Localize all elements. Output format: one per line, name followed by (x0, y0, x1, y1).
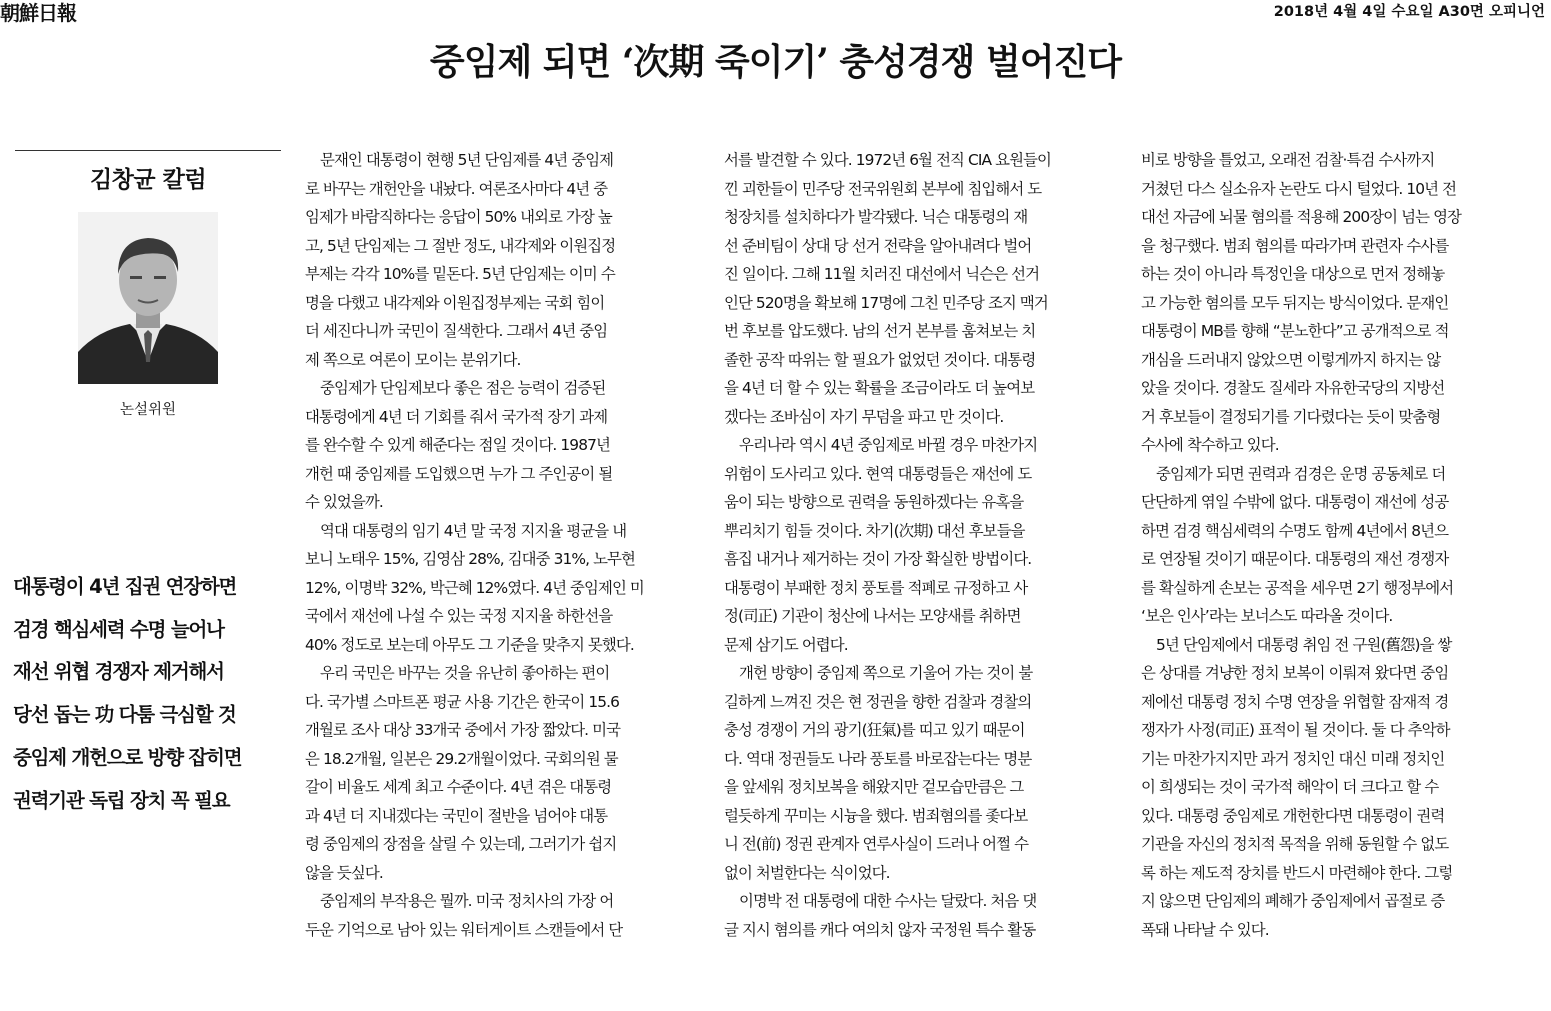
text-line: 중임제의 부작용은 뭘까. 미국 정치사의 가장 어 (320, 892, 614, 910)
portrait-photo-icon (78, 212, 218, 384)
text-line: 거 후보들이 결정되기를 기다렸다는 듯이 맞춤형 (1141, 407, 1441, 426)
text-line: 개헌 방향이 중임제 쪽으로 기울어 가는 것이 불 (739, 664, 1033, 682)
text-line: 12%, 이명박 32%, 박근혜 12%였다. 4년 중임제인 미 (305, 578, 644, 597)
text-line: 거쳤던 다스 실소유자 논란도 다시 털었다. 10년 전 (1141, 179, 1457, 198)
sidebar-divider (15, 150, 281, 151)
text-line: 청장치를 설치하다가 발각됐다. 닉슨 대통령의 재 (724, 208, 1028, 226)
text-line: 를 완수할 수 있게 해준다는 점일 것이다. 1987년 (305, 436, 610, 454)
text-line: 을 4년 더 할 수 있는 확률을 조금이라도 더 높여보 (724, 379, 1035, 397)
text-line: 은 상대를 겨냥한 정치 보복이 이뤄져 왔다면 중임 (1141, 664, 1449, 682)
text-line: 길하게 느껴진 것은 현 정권을 향한 검찰과 경찰의 (724, 692, 1032, 711)
text-line: 기는 마찬가지지만 과거 정치인 대신 미래 정치인 (1141, 749, 1445, 768)
text-line: 니 전(前) 정권 관계자 연루사실이 드러나 어쩔 수 (724, 835, 1029, 853)
text-line: 않을 듯싶다. (305, 863, 383, 882)
text-line: ‘보은 인사’라는 보너스도 따라올 것이다. (1141, 607, 1393, 625)
text-line: 위험이 도사리고 있다. 현역 대통령들은 재선에 도 (724, 464, 1032, 483)
summary-line: 중임제 개헌으로 방향 잡히면 (13, 745, 242, 769)
column-title: 김창균 칼럼 (89, 167, 207, 193)
text-line: 임제가 바람직하다는 응답이 50% 내외로 가장 높 (305, 208, 612, 226)
summary-line: 당선 돕는 功 다툼 극심할 것 (13, 703, 236, 727)
newspaper-masthead: 朝鮮日報 (0, 1, 76, 25)
text-line: 로 연장될 것이기 때문이다. 대통령의 재선 경쟁자 (1141, 550, 1449, 568)
text-line: 정(司正) 기관이 청산에 나서는 모양새를 취하면 (724, 607, 1021, 625)
text-line: 졸한 공작 따위는 할 필요가 없었던 것이다. 대통령 (724, 350, 1036, 369)
text-line: 고, 5년 단임제는 그 절반 정도, 내각제와 이원집정 (305, 236, 616, 255)
text-line: 대통령이 부패한 정치 풍토를 적폐로 규정하고 사 (724, 578, 1028, 597)
text-line: 기관을 자신의 정치적 목적을 위해 동원할 수 없도 (1141, 835, 1449, 853)
article-column-3 (1141, 146, 1537, 944)
text-line: 대선 자금에 뇌물 혐의를 적용해 200장이 넘는 영장 (1141, 208, 1462, 226)
text-line: 없이 처벌한다는 식이었다. (724, 863, 890, 882)
text-line: 하면 검경 핵심세력의 수명도 함께 4년에서 8년으 (1141, 521, 1449, 540)
text-line: 다. 국가별 스마트폰 평균 사용 기간은 한국이 15.6 (305, 692, 620, 711)
article-headline: 중임제 되면 ‘次期 죽이기’ 충성경쟁 벌어진다 (429, 41, 1122, 83)
text-line: 뿌리치기 힘들 것이다. 차기(次期) 대선 후보들을 (724, 521, 1025, 540)
text-line: 번 후보를 압도했다. 남의 선거 본부를 훔쳐보는 치 (724, 322, 1036, 340)
text-line: 우리나라 역시 4년 중임제로 바뀔 경우 마찬가지 (739, 436, 1038, 454)
text-line: 과 4년 더 지내겠다는 국민이 절반을 넘어야 대통 (305, 806, 608, 825)
summary-line: 대통령이 4년 집권 연장하면 (13, 575, 237, 598)
text-line: 로 바꾸는 개헌안을 내놨다. 여론조사마다 4년 중 (305, 179, 608, 198)
text-line: 대통령에게 4년 더 기회를 줘서 국가적 장기 과제 (305, 407, 608, 426)
dateline: 2018년 4월 4일 수요일 A30면 오피니언 (1273, 4, 1545, 20)
text-line: 더 세진다니까 국민이 질색한다. 그래서 4년 중임 (305, 322, 608, 340)
text-line: 글 지시 혐의를 캐다 여의치 않자 국정원 특수 활동 (724, 920, 1036, 939)
text-line: 고 가능한 혐의를 모두 뒤지는 방식이었다. 문재인 (1141, 293, 1449, 312)
text-line: 갈이 비율도 세계 최고 수준이다. 4년 겪은 대통령 (305, 778, 612, 796)
text-line: 를 확실하게 손보는 공적을 세우면 2기 행정부에서 (1141, 578, 1454, 597)
text-line: 서를 발견할 수 있다. 1972년 6월 전직 CIA 요원들이 (724, 151, 1051, 169)
summary-line: 권력기관 독립 장치 꼭 필요 (13, 788, 230, 812)
text-line: 우리 국민은 바꾸는 것을 유난히 좋아하는 편이 (320, 664, 610, 682)
text-line: 지 않으면 단임제의 폐해가 중임제에서 곱절로 증 (1141, 892, 1445, 910)
summary-box (13, 566, 293, 822)
text-line: 진 일이다. 그해 11월 치러진 대선에서 닉슨은 선거 (724, 265, 1040, 283)
text-line: 개심을 드러내지 않았으면 이렇게까지 하지는 않 (1141, 350, 1441, 369)
text-line: 령 중임제의 장점을 살릴 수 있는데, 그러기가 쉽지 (305, 835, 617, 853)
text-line: 인단 520명을 확보해 17명에 그친 민주당 조지 맥거 (724, 293, 1048, 312)
text-line: 제에선 대통령 정치 수명 연장을 위협할 잠재적 경 (1141, 692, 1449, 711)
text-line: 다. 역대 정권들도 나라 풍토를 바로잡는다는 명분 (724, 749, 1032, 768)
text-line: 두운 기억으로 남아 있는 워터게이트 스캔들에서 단 (305, 920, 623, 939)
text-line: 선 준비팀이 상대 당 선거 전략을 알아내려다 벌어 (724, 236, 1032, 255)
text-line: 충성 경쟁이 거의 광기(狂氣)를 띠고 있기 때문이 (724, 721, 1025, 739)
text-line: 을 앞세워 정치보복을 해왔지만 겉모습만큼은 그 (724, 778, 1024, 796)
text-line: 국에서 재선에 나설 수 있는 국정 지지율 하한선을 (305, 607, 613, 625)
text-line: 5년 단임제에서 대통령 취임 전 구원(舊怨)을 쌓 (1156, 635, 1452, 654)
text-line: 수 있었을까. (305, 493, 383, 511)
text-line: 흠집 내거나 제거하는 것이 가장 확실한 방법이다. (724, 550, 1032, 568)
columnist-portrait (78, 212, 218, 384)
summary-line: 재선 위협 경쟁자 제거해서 (13, 660, 224, 684)
text-line: 부제는 각각 10%를 밑돈다. 5년 단임제는 이미 수 (305, 265, 615, 283)
text-line: 개헌 때 중임제를 도입했으면 누가 그 주인공이 될 (305, 464, 613, 483)
text-line: 역대 대통령의 임기 4년 말 국정 지지율 평균을 내 (320, 521, 627, 540)
text-line: 중임제가 되면 권력과 검경은 운명 공동체로 더 (1156, 464, 1446, 483)
text-line: 문제 삼기도 어렵다. (724, 635, 848, 654)
text-line: 개월로 조사 대상 33개국 중에서 가장 짧았다. 미국 (305, 721, 621, 739)
text-line: 았을 것이다. 경찰도 질세라 자유한국당의 지방선 (1141, 379, 1445, 397)
text-line: 대통령이 MB를 향해 “분노한다”고 공개적으로 적 (1141, 322, 1449, 340)
text-line: 문재인 대통령이 현행 5년 단임제를 4년 중임제 (320, 151, 614, 169)
text-line: 움이 되는 방향으로 권력을 동원하겠다는 유혹을 (724, 493, 1024, 511)
text-line: 이명박 전 대통령에 대한 수사는 달랐다. 처음 댓 (739, 892, 1037, 910)
text-line: 비로 방향을 틀었고, 오래전 검찰·특검 수사까지 (1141, 151, 1435, 169)
text-line: 하는 것이 아니라 특정인을 대상으로 먼저 정해놓 (1141, 265, 1445, 283)
text-line: 40% 정도로 보는데 아무도 그 기준을 맞추지 못했다. (305, 635, 634, 654)
text-line: 제 쪽으로 여론이 모이는 분위기다. (305, 350, 521, 369)
text-line: 중임제가 단임제보다 좋은 점은 능력이 검증된 (320, 379, 606, 397)
text-line: 낀 괴한들이 민주당 전국위원회 본부에 침입해서 도 (724, 179, 1042, 198)
text-line: 쟁자가 사정(司正) 표적이 될 것이다. 둘 다 추악하 (1141, 721, 1450, 739)
text-line: 럴듯하게 꾸미는 시늉을 했다. 범죄혐의를 좇다보 (724, 806, 1028, 825)
text-line: 이 희생되는 것이 국가적 해악이 더 크다고 할 수 (1141, 778, 1439, 796)
text-line: 겠다는 조바심이 자기 무덤을 파고 만 것이다. (724, 407, 1004, 426)
text-line: 록 하는 제도적 장치를 반드시 마련해야 한다. 그렇 (1141, 863, 1453, 882)
columnist-byline: 논설위원 (119, 402, 177, 418)
text-line: 은 18.2개월, 일본은 29.2개월이었다. 국회의원 물 (305, 749, 618, 768)
text-line: 단단하게 엮일 수밖에 없다. 대통령이 재선에 성공 (1141, 493, 1449, 511)
summary-line: 검경 핵심세력 수명 늘어나 (13, 617, 224, 641)
text-line: 수사에 착수하고 있다. (1141, 436, 1279, 454)
text-line: 폭돼 나타날 수 있다. (1141, 920, 1269, 939)
article-column-1 (305, 146, 701, 944)
text-line: 있다. 대통령 중임제로 개헌한다면 대통령이 권력 (1141, 806, 1445, 825)
text-line: 을 청구했다. 범죄 혐의를 따라가며 관련자 수사를 (1141, 236, 1449, 255)
text-line: 보니 노태우 15%, 김영삼 28%, 김대중 31%, 노무현 (305, 550, 635, 568)
article-column-2 (724, 146, 1120, 944)
text-line: 명을 다했고 내각제와 이원집정부제는 국회 힘이 (305, 293, 605, 312)
